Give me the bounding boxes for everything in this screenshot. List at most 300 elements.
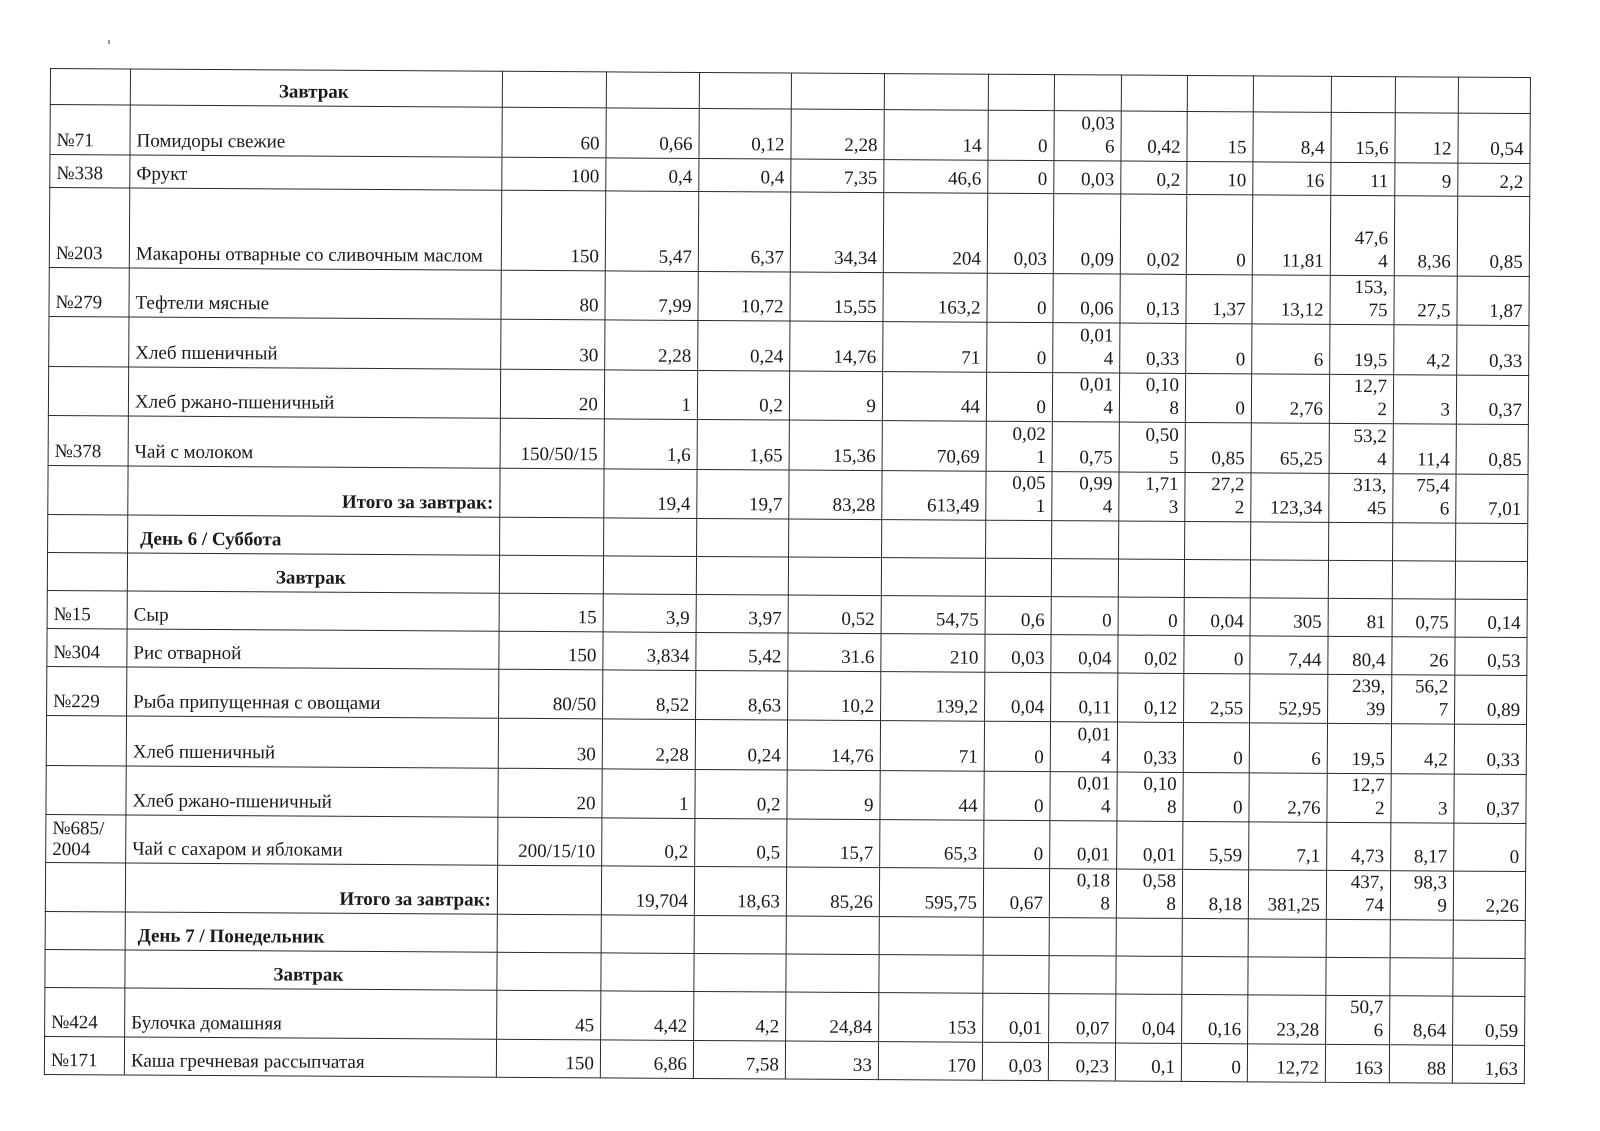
value-energy: 14 <box>884 110 988 161</box>
total-c3-value: 0,588 <box>1142 870 1177 915</box>
total-c7-value: 75,46 <box>1416 475 1450 520</box>
empty-cell <box>986 520 1052 558</box>
empty-cell <box>1049 956 1116 994</box>
dish-code: №424 <box>45 987 125 1036</box>
dish-name: Макароны отварные со сливочным маслом <box>129 188 501 270</box>
value-protein: 0,66 <box>606 108 699 159</box>
value-c6-value: 53,24 <box>1353 425 1387 471</box>
total-fat: 19,7 <box>697 469 789 519</box>
value-c5: 305 <box>1250 598 1328 636</box>
total-c3 <box>1116 869 1182 918</box>
value-c4: 0,16 <box>1182 994 1248 1043</box>
dish-code: №685/ 2004 <box>46 814 126 862</box>
portion: 100 <box>502 157 606 191</box>
value-c1: 0,03 <box>982 1042 1048 1080</box>
dish-code: №203 <box>49 188 129 268</box>
value-protein: 2,28 <box>605 320 698 371</box>
value-c6 <box>1326 995 1390 1044</box>
empty-cell <box>988 74 1054 110</box>
empty-cell <box>1182 918 1248 956</box>
table-row <box>46 765 1526 823</box>
value-energy: 46,6 <box>884 160 988 194</box>
value-c4: 0 <box>1186 323 1252 373</box>
total-protein: 19,704 <box>601 866 694 916</box>
value-protein: 2,28 <box>602 719 695 770</box>
value-fat: 6,37 <box>698 191 790 272</box>
value-c6-value: 12,72 <box>1351 774 1385 820</box>
value-energy: 204 <box>883 193 987 274</box>
portion: 200/15/10 <box>498 817 602 866</box>
empty-cell <box>879 955 983 994</box>
portion: 20 <box>500 369 604 419</box>
value-c3-value: 0,108 <box>1143 773 1177 818</box>
dish-name: Рыба припущенная с овощами <box>127 667 499 718</box>
empty-cell <box>1326 957 1390 995</box>
value-fat: 0,2 <box>695 769 787 819</box>
value-c4: 2,55 <box>1184 673 1250 722</box>
value-c6: 11 <box>1331 162 1395 195</box>
value-c5: 6 <box>1252 324 1330 374</box>
total-label: Итого за завтрак: <box>128 466 500 517</box>
value-c7: 88 <box>1389 1045 1452 1083</box>
value-protein: 3,834 <box>603 632 696 671</box>
value-c4: 5,59 <box>1183 821 1249 869</box>
value-c7 <box>1392 675 1455 724</box>
value-c1-value: 0,021 <box>1012 423 1046 469</box>
value-c2: 0,07 <box>1049 994 1116 1043</box>
value-carbs: 24,84 <box>786 992 879 1042</box>
value-c4: 15 <box>1187 111 1253 161</box>
portion: 150 <box>499 631 603 670</box>
dish-code: №378 <box>48 415 128 465</box>
empty-cell <box>884 74 988 111</box>
empty-cell <box>1184 559 1250 597</box>
value-c6-value: 50,76 <box>1349 996 1384 1042</box>
value-c3: 0,02 <box>1120 194 1186 274</box>
value-c6-value: 153,75 <box>1354 276 1388 322</box>
empty-cell <box>882 520 986 559</box>
value-c2-value: 0,014 <box>1079 374 1114 419</box>
value-c7-value: 56,27 <box>1414 676 1449 721</box>
value-c5: 23,28 <box>1248 995 1326 1044</box>
dish-code: №279 <box>49 267 129 316</box>
empty-cell <box>1248 957 1326 995</box>
empty-cell <box>1119 521 1185 559</box>
value-c3: 0 <box>1118 597 1184 635</box>
value-c8: 2,2 <box>1458 163 1530 196</box>
total-c6-value: 437,74 <box>1350 871 1385 917</box>
value-c8: 0,85 <box>1456 424 1528 474</box>
value-c3: 0,33 <box>1117 722 1183 772</box>
value-c2 <box>1050 722 1117 772</box>
value-c8: 0,85 <box>1457 196 1529 276</box>
empty-cell <box>789 519 882 558</box>
value-c2: 0 <box>1051 597 1118 635</box>
value-protein: 3,9 <box>603 594 696 633</box>
value-c5: 13,12 <box>1252 275 1330 324</box>
value-c4: 10 <box>1187 161 1253 194</box>
empty-cell <box>497 914 601 953</box>
scan-mark <box>108 40 110 44</box>
empty-cell <box>791 73 884 110</box>
table-row <box>49 188 1529 277</box>
value-c6 <box>1329 423 1393 473</box>
dish-code <box>49 316 129 366</box>
value-fat: 0,24 <box>695 719 787 770</box>
total-c1-value: 0,051 <box>1012 472 1046 518</box>
value-c6 <box>1330 275 1394 324</box>
empty-cell <box>1455 561 1527 599</box>
total-c6 <box>1326 870 1390 919</box>
value-c6: 15,6 <box>1331 112 1395 162</box>
value-c6-value: 12,72 <box>1353 375 1388 421</box>
value-c1: 0,03 <box>987 193 1053 273</box>
dish-name: Хлеб ржано-пшеничный <box>128 367 500 418</box>
dish-name: Чай с молоком <box>128 416 500 468</box>
empty-cell <box>1182 956 1248 994</box>
value-c5: 7,1 <box>1249 822 1327 870</box>
empty-cell <box>696 556 788 595</box>
value-carbs: 10,2 <box>788 671 881 721</box>
portion: 150/50/15 <box>500 418 604 469</box>
value-carbs: 31.6 <box>788 633 881 672</box>
value-c7: 27,5 <box>1394 276 1457 325</box>
value-carbs: 7,35 <box>791 159 884 193</box>
value-c8: 0,37 <box>1454 774 1526 823</box>
meal-title: Завтрак <box>125 950 497 990</box>
value-c7: 9 <box>1395 163 1458 196</box>
portion: 150 <box>496 1039 600 1078</box>
value-carbs: 14,76 <box>790 321 883 372</box>
total-energy: 613,49 <box>882 471 986 521</box>
table-row <box>49 316 1529 375</box>
empty-cell <box>881 558 985 597</box>
total-row <box>45 862 1525 920</box>
dish-name: Хлеб пшеничный <box>126 716 498 768</box>
portion <box>497 865 601 915</box>
empty-cell <box>1456 523 1528 561</box>
value-c3: 0,01 <box>1117 821 1183 869</box>
value-c8: 0,33 <box>1457 325 1529 375</box>
total-label: Итого за завтрак: <box>125 863 497 914</box>
empty-cell <box>786 916 879 955</box>
empty-cell <box>1187 75 1253 111</box>
value-c1: 0 <box>984 721 1050 771</box>
value-c2-value: 0,014 <box>1077 773 1111 818</box>
value-carbs: 15,55 <box>790 272 883 322</box>
empty-cell <box>1392 561 1455 599</box>
value-fat: 10,72 <box>698 271 790 321</box>
dish-code: №304 <box>47 628 127 666</box>
value-c4: 1,37 <box>1186 274 1252 323</box>
empty-cell <box>500 517 604 556</box>
value-protein: 1 <box>604 370 697 420</box>
total-c2 <box>1052 472 1119 521</box>
dish-name: Помидоры свежие <box>130 105 502 157</box>
value-fat: 3,97 <box>696 594 788 633</box>
value-c5: 6 <box>1249 723 1327 773</box>
total-c3-value: 1,713 <box>1145 473 1179 518</box>
dish-name: Рис отварной <box>127 629 499 669</box>
value-c8: 0,37 <box>1456 375 1528 424</box>
value-c6 <box>1327 773 1391 822</box>
value-c1: 0,01 <box>983 993 1049 1042</box>
value-c5: 16 <box>1253 162 1331 195</box>
value-fat: 0,2 <box>697 370 789 420</box>
value-carbs: 34,34 <box>790 192 883 273</box>
dish-code: №15 <box>47 590 127 628</box>
total-c1 <box>986 471 1052 520</box>
total-c6-value: 313,45 <box>1353 474 1387 520</box>
portion: 80/50 <box>499 669 603 719</box>
dish-code <box>48 366 128 415</box>
portion: 45 <box>497 990 601 1040</box>
empty-cell <box>497 952 601 991</box>
value-c3: 0,33 <box>1120 323 1186 373</box>
value-fat: 8,63 <box>696 670 788 720</box>
day-title: День 7 / Понедельник <box>125 912 497 952</box>
value-c5: 52,95 <box>1250 674 1328 723</box>
value-c3: 0,42 <box>1121 111 1187 161</box>
value-c2: 0,23 <box>1048 1043 1115 1081</box>
code-cell <box>45 862 125 911</box>
value-energy: 139,2 <box>881 672 985 722</box>
dish-name: Тефтели мясные <box>129 268 501 319</box>
code-cell <box>45 949 125 987</box>
value-c2: 0,01 <box>1050 821 1117 869</box>
table-row <box>47 666 1527 724</box>
value-c1: 0 <box>988 160 1054 193</box>
value-c7: 12 <box>1395 113 1458 163</box>
value-c3-value: 0,108 <box>1145 374 1180 419</box>
value-c8: 0,89 <box>1455 675 1527 724</box>
total-c6 <box>1329 473 1393 522</box>
empty-cell <box>1390 920 1453 958</box>
empty-cell <box>603 556 696 595</box>
value-c6-value: 47,64 <box>1354 227 1389 273</box>
value-c6: 80,4 <box>1328 636 1392 674</box>
value-c2: 0,04 <box>1051 635 1118 673</box>
value-c1: 0 <box>984 771 1050 820</box>
total-c2 <box>1049 869 1116 918</box>
total-carbs: 85,26 <box>786 867 879 917</box>
empty-cell <box>606 72 699 109</box>
value-energy: 54,75 <box>881 596 985 635</box>
value-c2: 0,06 <box>1053 274 1120 323</box>
total-c8: 7,01 <box>1456 474 1528 523</box>
total-c3 <box>1119 472 1185 521</box>
meal-title: Завтрак <box>127 553 499 593</box>
table-row <box>44 1036 1524 1083</box>
dish-code <box>46 765 126 814</box>
dish-code: №338 <box>50 155 130 188</box>
empty-cell <box>1052 521 1119 559</box>
portion: 60 <box>502 107 606 158</box>
value-fat: 1,65 <box>697 419 789 470</box>
value-carbs: 0,52 <box>788 595 881 634</box>
value-c5: 8,4 <box>1253 112 1331 162</box>
dish-code: №71 <box>50 105 130 155</box>
value-c6: 163 <box>1325 1044 1389 1082</box>
dish-name: Сыр <box>127 591 499 631</box>
value-fat: 0,24 <box>698 320 790 371</box>
value-protein: 6,86 <box>600 1040 693 1079</box>
day-title: День 6 / Суббота <box>128 515 500 555</box>
value-c8: 0,14 <box>1455 599 1527 637</box>
value-c8: 1,87 <box>1457 276 1529 325</box>
empty-cell <box>1250 560 1328 598</box>
empty-cell <box>694 915 786 954</box>
empty-cell <box>699 72 791 109</box>
value-energy: 70,69 <box>882 421 986 472</box>
value-c7: 11,4 <box>1393 424 1456 474</box>
empty-cell <box>786 954 879 993</box>
value-c6 <box>1328 674 1392 723</box>
value-c3: 0,04 <box>1116 994 1182 1043</box>
total-c4-value: 27,22 <box>1211 474 1245 519</box>
total-c4 <box>1185 472 1251 521</box>
value-c4: 0 <box>1183 722 1249 772</box>
dish-name: Фрукт <box>130 155 502 190</box>
value-c7: 8,17 <box>1391 823 1454 871</box>
value-c8: 1,63 <box>1452 1045 1524 1083</box>
total-row <box>48 465 1528 523</box>
value-carbs: 2,28 <box>791 109 884 160</box>
value-c1: 0 <box>987 273 1053 322</box>
value-fat: 0,5 <box>695 818 787 867</box>
value-energy: 153 <box>879 993 983 1043</box>
value-c5: 2,76 <box>1251 374 1329 423</box>
empty-cell <box>1329 522 1393 560</box>
value-carbs: 9 <box>789 371 882 421</box>
value-c2: 0,75 <box>1052 422 1119 472</box>
empty-cell <box>1116 918 1182 956</box>
empty-cell <box>1390 958 1453 996</box>
empty-cell <box>694 953 786 992</box>
value-c6-value: 239,39 <box>1351 675 1386 721</box>
code-cell <box>48 514 128 552</box>
value-carbs: 14,76 <box>787 720 880 771</box>
empty-cell <box>601 953 694 992</box>
value-protein: 0,2 <box>602 818 695 867</box>
value-c7: 8,36 <box>1394 196 1457 276</box>
value-c4: 0 <box>1184 635 1250 673</box>
value-c2-value: 0,036 <box>1081 113 1115 158</box>
empty-cell <box>502 71 606 108</box>
value-carbs: 33 <box>785 1041 878 1080</box>
empty-cell <box>1051 559 1118 597</box>
total-c1: 0,67 <box>983 868 1049 917</box>
empty-cell <box>983 955 1049 993</box>
value-c7: 3 <box>1391 774 1454 823</box>
value-c7: 3 <box>1393 375 1456 424</box>
dish-name: Каша гречневая рассыпчатая <box>124 1037 496 1077</box>
value-c8: 0,54 <box>1458 113 1530 163</box>
value-c4: 0,04 <box>1184 597 1250 635</box>
value-c4: 0 <box>1186 194 1252 274</box>
empty-cell <box>697 518 789 557</box>
empty-cell <box>879 917 983 956</box>
value-c5: 7,44 <box>1250 636 1328 674</box>
value-c3: 0,02 <box>1118 635 1184 673</box>
value-c5: 12,72 <box>1247 1044 1325 1082</box>
code-cell <box>48 465 128 514</box>
value-protein: 5,47 <box>605 191 698 272</box>
dish-name: Булочка домашняя <box>125 988 497 1039</box>
value-energy: 44 <box>880 771 984 821</box>
value-energy: 44 <box>882 372 986 422</box>
total-c7-value: 98,39 <box>1413 872 1448 917</box>
dish-code <box>46 715 126 765</box>
meal-title: Завтрак <box>130 69 502 107</box>
value-carbs: 9 <box>787 770 880 820</box>
portion: 20 <box>498 768 602 818</box>
empty-cell <box>1453 958 1525 996</box>
dish-name: Хлеб пшеничный <box>129 317 501 369</box>
portion: 15 <box>499 593 603 632</box>
value-c6: 81 <box>1328 598 1392 636</box>
value-c4: 0 <box>1181 1043 1247 1081</box>
empty-cell <box>1054 75 1121 111</box>
empty-cell <box>1251 522 1329 560</box>
value-fat: 7,58 <box>693 1040 785 1079</box>
empty-cell <box>1393 523 1456 561</box>
value-energy: 71 <box>883 322 987 373</box>
value-c4: 0,85 <box>1185 422 1251 472</box>
value-c6: 19,5 <box>1330 324 1394 374</box>
dish-code: №229 <box>47 666 127 715</box>
total-energy: 595,75 <box>879 868 983 918</box>
value-c2-value: 0,014 <box>1080 325 1114 370</box>
empty-cell <box>604 518 697 557</box>
value-protein: 1,6 <box>604 419 697 470</box>
value-c5: 11,81 <box>1252 195 1330 275</box>
table-row <box>48 366 1528 424</box>
portion: 80 <box>501 270 605 320</box>
table-row <box>46 715 1526 774</box>
empty-cell <box>1253 76 1331 112</box>
value-c8: 0,33 <box>1454 724 1526 774</box>
value-c1 <box>986 421 1052 471</box>
value-c1: 0 <box>986 372 1052 421</box>
value-c1: 0 <box>987 322 1053 372</box>
value-c1: 0 <box>988 110 1054 160</box>
value-c1: 0,03 <box>985 634 1051 672</box>
table-row <box>45 987 1525 1045</box>
table-row <box>49 267 1529 325</box>
total-fat: 18,63 <box>694 866 786 916</box>
value-protein: 4,42 <box>601 991 694 1041</box>
value-carbs: 15,36 <box>789 420 882 471</box>
value-fat: 4,2 <box>694 991 786 1041</box>
value-c1: 0,6 <box>985 596 1051 634</box>
value-c2 <box>1050 772 1117 821</box>
table-row <box>48 415 1528 474</box>
empty-cell <box>1331 76 1395 112</box>
value-c8: 0,53 <box>1455 637 1527 675</box>
portion <box>500 468 604 518</box>
dish-name: Хлеб ржано-пшеничный <box>126 766 498 817</box>
empty-cell <box>983 917 1049 955</box>
empty-cell <box>1395 77 1458 113</box>
value-c7: 8,64 <box>1390 996 1453 1045</box>
dish-name: Чай с сахаром и яблоками <box>126 815 498 865</box>
value-c1: 0,04 <box>985 672 1051 721</box>
portion: 30 <box>501 319 605 370</box>
empty-cell <box>1248 919 1326 957</box>
value-carbs: 15,7 <box>787 819 880 868</box>
menu-table <box>44 68 1531 1084</box>
